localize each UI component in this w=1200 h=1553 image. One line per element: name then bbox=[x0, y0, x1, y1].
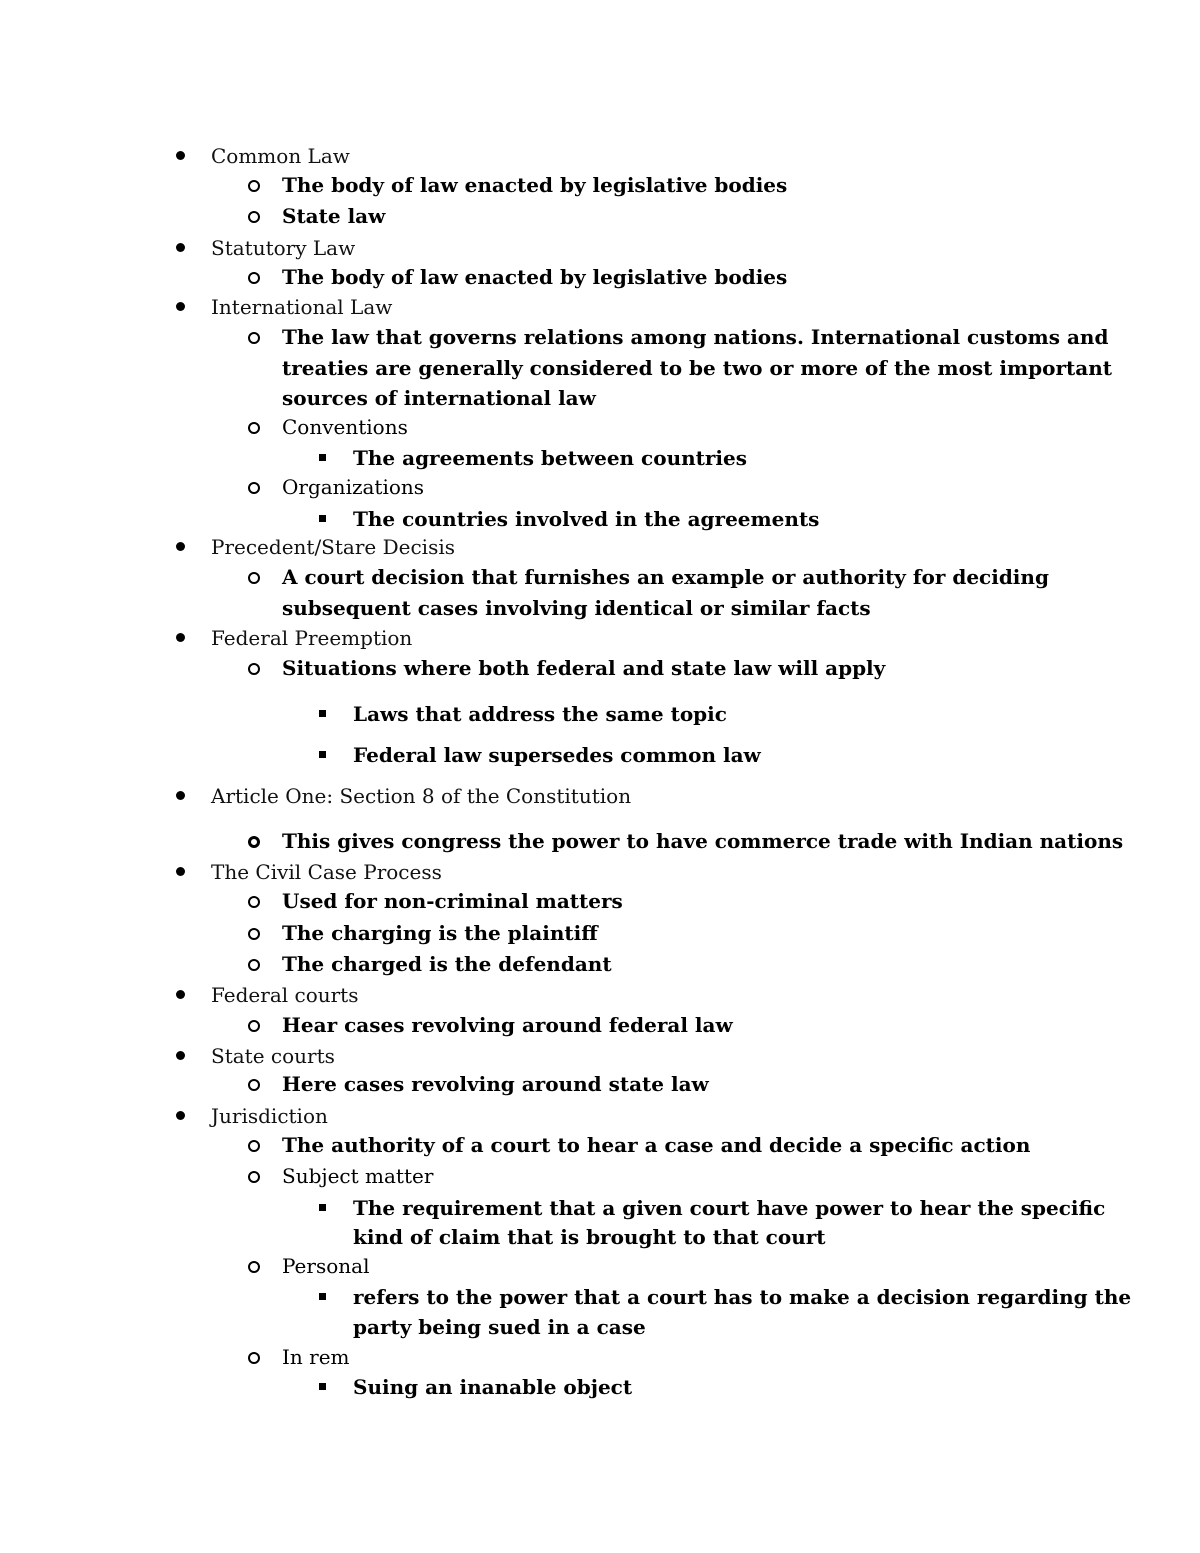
outline-item-level-2: The charging is the plaintiff bbox=[282, 921, 598, 945]
bullet-circle-icon bbox=[248, 180, 260, 192]
outline-item-level-2: Personal bbox=[282, 1254, 370, 1278]
bullet-circle-icon bbox=[248, 1352, 260, 1364]
outline-item-level-3: Laws that address the same topic bbox=[353, 702, 727, 726]
bullet-square-icon bbox=[319, 1383, 326, 1390]
bullet-circle-icon bbox=[248, 572, 260, 584]
bullet-circle-icon bbox=[248, 896, 260, 908]
bullet-dot-icon bbox=[176, 542, 185, 551]
outline-item-level-1: Article One: Section 8 of the Constitution bbox=[211, 784, 632, 808]
outline-item-level-3: party being sued in a case bbox=[353, 1315, 646, 1339]
outline-item-level-2: The body of law enacted by legislative bodies bbox=[282, 173, 788, 197]
bullet-dot-icon bbox=[176, 990, 185, 999]
outline-item-level-1: State courts bbox=[211, 1044, 335, 1068]
outline-item-level-1: International Law bbox=[211, 295, 393, 319]
outline-item-level-2: Organizations bbox=[282, 475, 425, 499]
bullet-dot-icon bbox=[176, 1051, 185, 1060]
bullet-dot-icon bbox=[176, 633, 185, 642]
bullet-square-icon bbox=[319, 1204, 326, 1211]
outline-item-level-1: Federal courts bbox=[211, 983, 359, 1007]
outline-item-level-2: treaties are generally considered to be two or more of the most important bbox=[282, 356, 1112, 380]
outline-item-level-2: Conventions bbox=[282, 415, 408, 439]
outline-item-level-3: The agreements between countries bbox=[353, 446, 748, 470]
outline-item-level-2: Situations where both federal and state law will apply bbox=[282, 656, 886, 680]
outline-item-level-2: In rem bbox=[282, 1345, 350, 1369]
outline-item-level-1: Precedent/Stare Decisis bbox=[211, 535, 455, 559]
outline-item-level-3: The requirement that a given court have power to hear the specific bbox=[353, 1196, 1106, 1220]
outline-item-level-2: The law that governs relations among nations. International customs and bbox=[282, 325, 1109, 349]
outline-item-level-2: Here cases revolving around state law bbox=[282, 1072, 709, 1096]
outline-item-level-2: The charged is the defendant bbox=[282, 952, 612, 976]
outline-item-level-1: The Civil Case Process bbox=[211, 860, 442, 884]
outline-item-level-3: Suing an inanable object bbox=[353, 1375, 633, 1399]
outline-item-level-2: sources of international law bbox=[282, 386, 596, 410]
bullet-circle-icon bbox=[248, 1079, 260, 1091]
outline-item-level-1: Statutory Law bbox=[211, 236, 356, 260]
bullet-circle-icon bbox=[248, 836, 260, 848]
bullet-circle-icon bbox=[248, 959, 260, 971]
bullet-dot-icon bbox=[176, 302, 185, 311]
bullet-square-icon bbox=[319, 454, 326, 461]
bullet-square-icon bbox=[319, 751, 326, 758]
outline-item-level-2: State law bbox=[282, 204, 386, 228]
bullet-dot-icon bbox=[176, 867, 185, 876]
outline-item-level-3: kind of claim that is brought to that court bbox=[353, 1225, 826, 1249]
bullet-circle-icon bbox=[248, 422, 260, 434]
outline-item-level-2: This gives congress the power to have commerce trade with Indian nations bbox=[282, 829, 1124, 853]
bullet-square-icon bbox=[319, 1293, 326, 1300]
bullet-square-icon bbox=[319, 515, 326, 522]
outline-item-level-2: Hear cases revolving around federal law bbox=[282, 1013, 733, 1037]
outline-item-level-1: Federal Preemption bbox=[211, 626, 413, 650]
bullet-circle-icon bbox=[248, 1171, 260, 1183]
outline-item-level-2: subsequent cases involving identical or similar facts bbox=[282, 596, 871, 620]
outline-item-level-2: The authority of a court to hear a case and decide a specific action bbox=[282, 1133, 1031, 1157]
outline-item-level-3: The countries involved in the agreements bbox=[353, 507, 820, 531]
outline-item-level-2: Subject matter bbox=[282, 1164, 434, 1188]
bullet-square-icon bbox=[319, 710, 326, 717]
bullet-dot-icon bbox=[176, 243, 185, 252]
outline-item-level-3: refers to the power that a court has to make a decision regarding the bbox=[353, 1285, 1132, 1309]
outline-item-level-2: A court decision that furnishes an example or authority for deciding bbox=[282, 565, 1049, 589]
outline-item-level-1: Jurisdiction bbox=[211, 1104, 328, 1128]
bullet-dot-icon bbox=[176, 1111, 185, 1120]
outline-item-level-1: Common Law bbox=[211, 144, 350, 168]
bullet-dot-icon bbox=[176, 791, 185, 800]
outline-item-level-2: The body of law enacted by legislative bodies bbox=[282, 265, 788, 289]
bullet-circle-icon bbox=[248, 1261, 260, 1273]
bullet-circle-icon bbox=[248, 1020, 260, 1032]
bullet-circle-icon bbox=[248, 928, 260, 940]
bullet-circle-icon bbox=[248, 482, 260, 494]
bullet-circle-icon bbox=[248, 1140, 260, 1152]
bullet-dot-icon bbox=[176, 151, 185, 160]
outline-item-level-2: Used for non-criminal matters bbox=[282, 889, 623, 913]
outline-item-level-3: Federal law supersedes common law bbox=[353, 743, 761, 767]
bullet-circle-icon bbox=[248, 211, 260, 223]
bullet-circle-icon bbox=[248, 663, 260, 675]
bullet-circle-icon bbox=[248, 272, 260, 284]
bullet-circle-icon bbox=[248, 332, 260, 344]
